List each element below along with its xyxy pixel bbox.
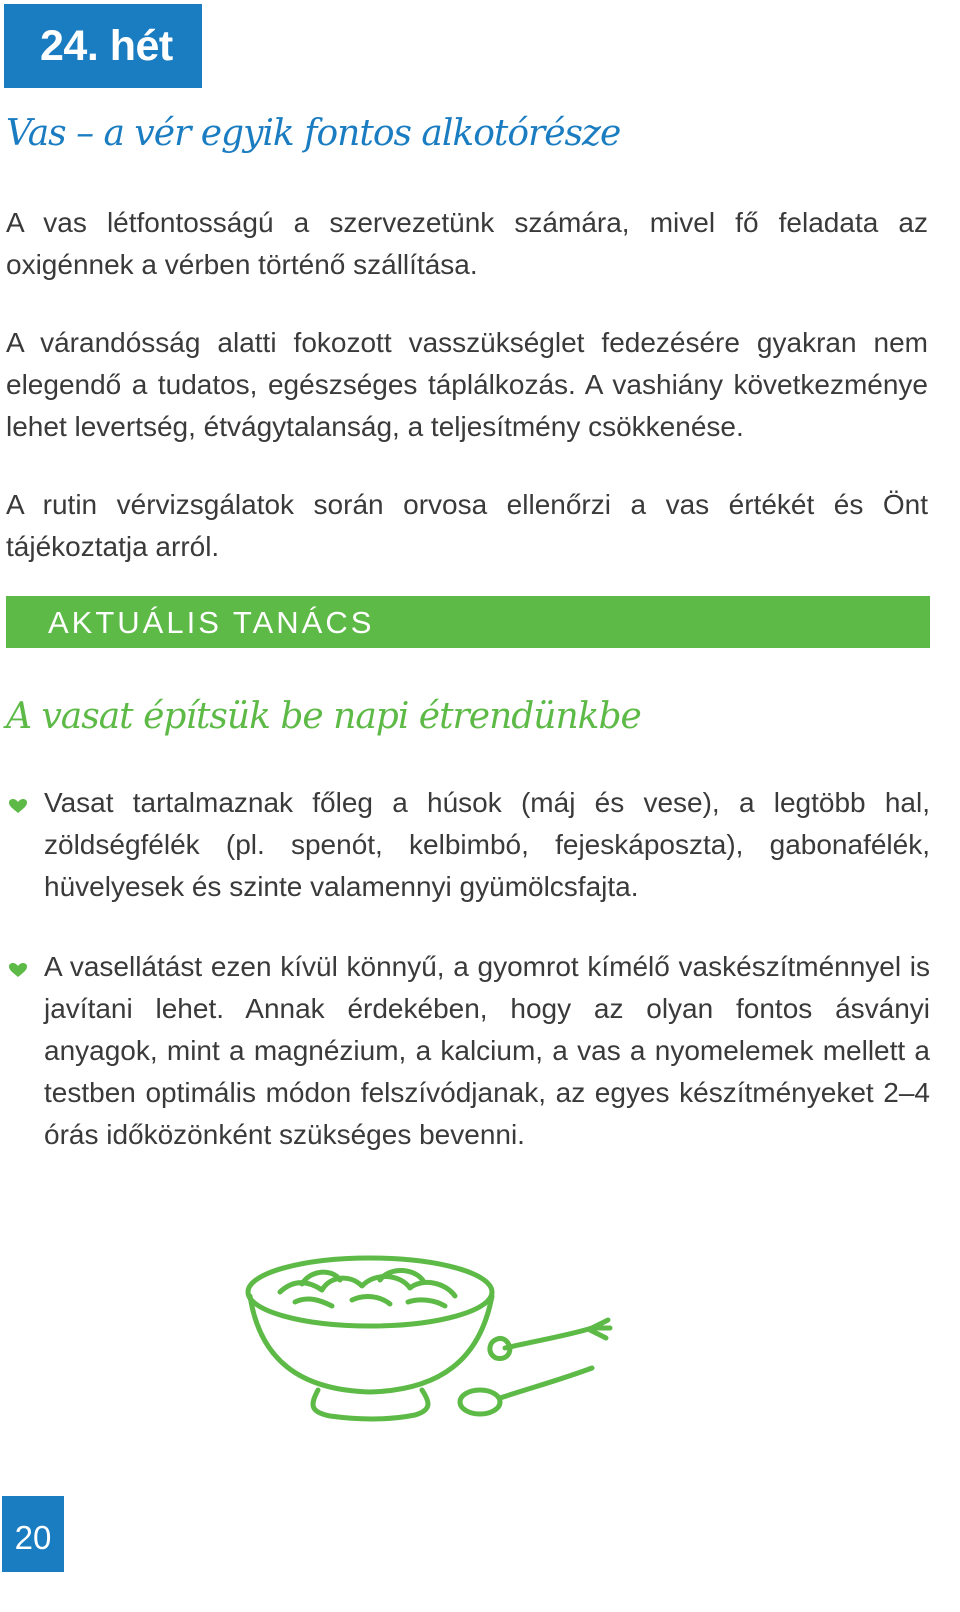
list-item-text: A vasellátást ezen kívül könnyű, a gyomrot kímélő vaskészítménnyel is javítani lehet. Annak érdekében, hogy az olyan fontos ásványi anyagok, mint a magnézium, a kalcium, a vas a nyomelemek mellett a testben optimális módon felszívódjanak, az egyes készítményeket 2–4 órás időközönként szükséges bevenni. [44,951,930,1150]
tip-heading-bar: AKTUÁLIS TANÁCS [6,596,930,648]
week-badge: 24. hét [4,4,202,88]
section-title: Vas – a vér egyik fontos alkotórésze [6,113,621,154]
list-item-text: Vasat tartalmaznak főleg a húsok (máj és vese), a legtöbb hal, zöldségfélék (pl. spenót, kelbimbó, fejeskáposzta), gabonafélék, hüvelyesek és szinte valamennyi gyümölcsfajta. [44,787,930,902]
page-number: 20 [2,1496,64,1572]
salad-bowl-icon [240,1240,620,1450]
heart-bullet-icon [8,798,28,814]
paragraph-3: A rutin vérvizsgálatok során orvosa ellenőrzi a vas értékét és Önt tájékoztatja arról. [6,489,928,562]
heart-bullet-icon [8,962,28,978]
paragraph-2: A várandósság alatti fokozott vasszükséglet fedezésére gyakran nem elegendő a tudatos, egészséges táplálkozás. A vashiány következménye lehet levertség, étvágytalanság, a teljesítmény csökkenése. [6,327,928,442]
paragraph-1: A vas létfontosságú a szervezetünk számára, mivel fő feladata az oxigénnek a vérben történő szállítása. [6,207,928,280]
tip-subtitle: A vasat építsük be napi étrendünkbe [6,696,641,737]
